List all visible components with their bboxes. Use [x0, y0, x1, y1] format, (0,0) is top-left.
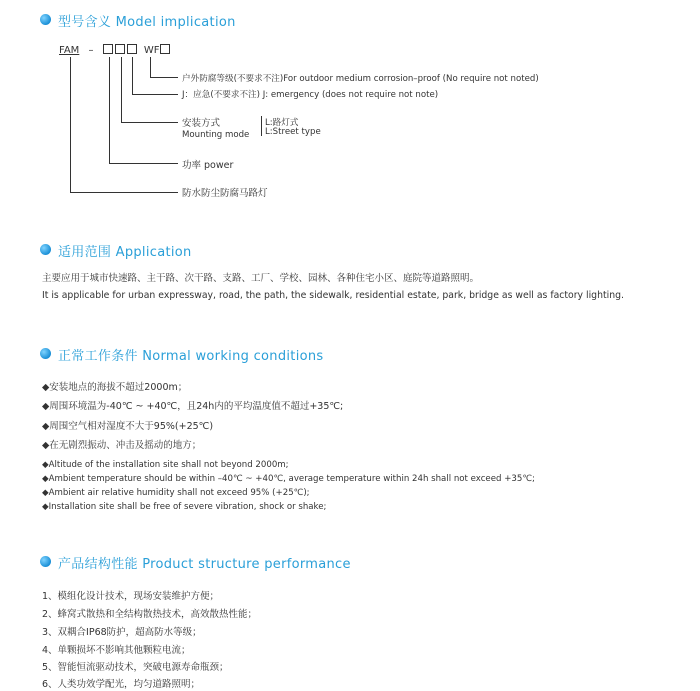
- condition-en-item: ◆Altitude of the installation site shall not beyond 2000m;: [42, 460, 289, 470]
- code-box-power: [103, 44, 113, 54]
- condition-cn-item: ◆在无剧烈振动、冲击及摇动的地方；: [42, 440, 202, 451]
- code-box-emergency: [127, 44, 137, 54]
- section-bullet-icon: [40, 14, 51, 25]
- condition-cn-item: ◆周围空气相对湿度不大于95%(+25℃): [42, 421, 214, 432]
- condition-cn-item: ◆安装地点的海拔不超过2000m；: [42, 382, 188, 393]
- label-product-name: 防水防尘防腐马路灯: [182, 188, 268, 199]
- code-dash: –: [88, 45, 94, 56]
- structure-item: 2、蜂窝式散热和全结构散热技术，高效散热性能；: [42, 609, 258, 620]
- section-title-conditions: 正常工作条件 Normal working conditions: [58, 349, 324, 364]
- label-mounting-option-en: L:Street type: [265, 127, 321, 137]
- section-title-application: 适用范围 Application: [58, 245, 192, 260]
- label-corrosion: 户外防腐等级(不要求不注)For outdoor medium corrosion–proof (No require not noted): [182, 74, 539, 84]
- condition-cn-item: ◆周围环境温为-40℃ ~ +40℃，且24h内的平均温度值不超过+35℃;: [42, 401, 344, 412]
- code-prefix: FAM: [59, 45, 80, 56]
- condition-en-item: ◆Ambient air relative humidity shall not exceed 95% (+25℃);: [42, 488, 310, 498]
- section-bullet-icon: [40, 556, 51, 567]
- structure-item: 4、单颗损坏不影响其他颗粒电流；: [42, 645, 191, 656]
- application-text-en: It is applicable for urban expressway, road, the path, the sidewalk, residential estate, park, bridge as well as factory lighting.: [42, 290, 624, 301]
- label-mounting-en: Mounting mode: [182, 130, 250, 140]
- label-mounting-cn: 安装方式: [182, 118, 221, 129]
- structure-item: 5、智能恒流驱动技术，突破电源寿命瓶颈；: [42, 662, 229, 673]
- label-power: 功率 power: [182, 160, 234, 171]
- code-box-corrosion: [160, 44, 170, 54]
- section-bullet-icon: [40, 348, 51, 359]
- section-title-model: 型号含义 Model implication: [58, 15, 236, 30]
- code-box-mounting: [115, 44, 125, 54]
- label-mounting-option-cn: L:路灯式: [265, 118, 299, 128]
- label-emergency: J：应急(不要求不注) J: emergency (does not require not note): [182, 90, 439, 100]
- section-bullet-icon: [40, 244, 51, 255]
- structure-item: 3、双耦合IP68防护，超高防水等级；: [42, 627, 202, 638]
- section-title-structure: 产品结构性能 Product structure performance: [58, 557, 351, 572]
- structure-item: 1、模组化设计技术，现场安装维护方便；: [42, 591, 220, 602]
- structure-item: 6、人类功效学配光，均匀道路照明；: [42, 679, 201, 690]
- code-wf: WF: [143, 45, 160, 56]
- condition-en-item: ◆Ambient temperature should be within –40℃ ~ +40℃, average temperature within 24h shall not exceed +35℃;: [42, 474, 535, 484]
- condition-en-item: ◆Installation site shall be free of severe vibration, shock or shake;: [42, 502, 327, 512]
- application-text-cn: 主要应用于城市快速路、主干路、次干路、支路、工厂、学校、园林、各种住宅小区、庭院等道路照明。: [42, 273, 480, 284]
- model-code: [59, 44, 172, 56]
